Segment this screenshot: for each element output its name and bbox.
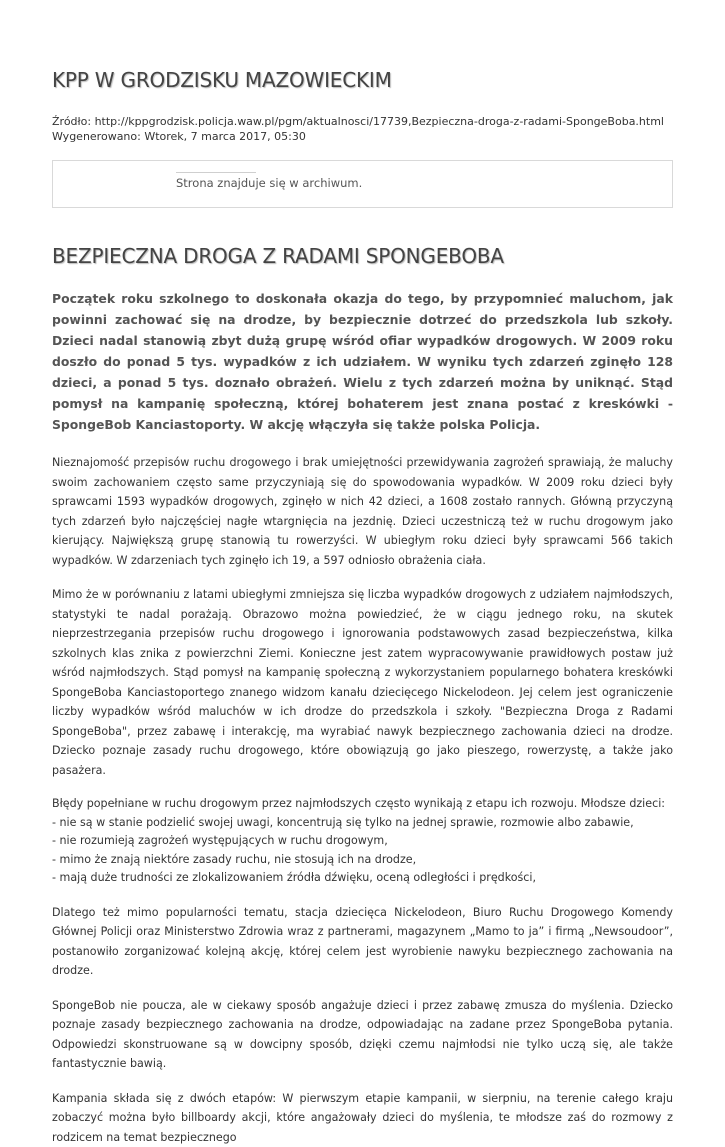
article-paragraph-1: Nieznajomość przepisów ruchu drogowego i brak umiejętności przewidywania zagrożeń sprawiają, że maluchy swoim zachowaniem często same przyczyniają się do spowodowania wypadków. W 2009 roku dzieci były sprawcami 1593 wypadków drogowych, zginęło w nich 42 dzieci, a 1608 zostało rannych. Główną przyczyną tych zdarzeń było najczęściej nagłe wtargnięcia na jezdnię. Dzieci uczestniczą też w ruchu drogowym jako kierujący. Największą grupę stanowią tu rowerzyści. W ubiegłym roku dzieci były sprawcami 566 takich wypadków. W zdarzeniach tych zginęło ich 19, a 597 odniosło obrażenia ciała.	[52, 453, 673, 570]
archive-notice: Strona znajduje się w archiwum.	[176, 176, 362, 190]
site-title: KPP W GRODZISKU MAZOWIECKIM	[52, 0, 673, 92]
article-paragraph-4: SpongeBob nie poucza, ale w ciekawy sposób angażuje dzieci i przez zabawę zmusza do myślenia. Dziecko poznaje zasady bezpiecznego zachowania na drodze, odpowiadając na zadane przez SpongeBoba pytania. Odpowiedzi skonstruowane są w dowcipny sposób, dzięki czemu najmłodsi nie tylko uczą się, ale także fantastycznie bawią.	[52, 996, 673, 1074]
article-paragraph-2: Mimo że w porównaniu z latami ubiegłymi zmniejsza się liczba wypadków drogowych z udziałem najmłodszych, statystyki te nadal porażają. Obrazowo można powiedzieć, że w ciągu jednego roku, na skutek nieprzestrzegania przepisów ruchu drogowego i ignorowania podstawowych zasad bezpieczeństwa, kilka szkolnych klas znika z powierzchni Ziemi. Konieczne jest zatem wypracowywanie prawidłowych postaw już wśród najmłodszych. Stąd pomysł na kampanię społeczną z wykorzystaniem popularnego bohatera kreskówki SpongeBoba Kanciastoportego znanego widzom kanału dziecięcego Nickelodeon. Jej celem jest ograniczenie liczby wypadków wśród maluchów w ich drodze do przedszkola i szkoły. "Bezpieczna Droga z Radami SpongeBoba", przez zabawę i interakcję, ma wyrabiać nawyk bezpiecznego zachowania dzieci na drodze. Dziecko poznaje zasady ruchu drogowego, które obowiązują go jako pieszego, rowerzystę, a także jako pasażera.	[52, 585, 673, 780]
generated-date: Wygenerowano: Wtorek, 7 marca 2017, 05:30	[52, 129, 673, 144]
article-title: BEZPIECZNA DROGA Z RADAMI SPONGEBOBA	[52, 244, 673, 268]
archive-divider	[176, 172, 256, 173]
list-intro: Błędy popełniane w ruchu drogowym przez najmłodszych często wynikają z etapu ich rozwoju. Młodsze dzieci:	[52, 795, 673, 814]
list-item: - mają duże trudności ze zlokalizowaniem źródła dźwięku, oceną odległości i prędkości,	[52, 869, 673, 888]
article-paragraph-3: Dlatego też mimo popularności tematu, stacja dziecięca Nickelodeon, Biuro Ruchu Drogowego Komendy Głównej Policji oraz Ministerstwo Zdrowia wraz z partnerami, magazynem „Mamo to ja” i firmą „Newsoudoor”, postanowiło zorganizować kolejną akcję, której celem jest wyrobienie nawyku bezpiecznego zachowania na drodze.	[52, 903, 673, 981]
article-lead: Początek roku szkolnego to doskonała okazja do tego, by przypomnieć maluchom, jak powinni zachować się na drodze, by bezpiecznie dotrzeć do przedszkola lub szkoły. Dzieci nadal stanowią zbyt dużą grupę wśród ofiar wypadków drogowych. W 2009 roku doszło do ponad 5 tys. wypadków z ich udziałem. W wyniku tych zdarzeń zginęło 128 dzieci, a ponad 5 tys. doznało obrażeń. Wielu z tych zdarzeń można by uniknąć. Stąd pomysł na kampanię społeczną, której bohaterem jest znana postać z kreskówki - SpongeBob Kanciastoporty. W akcję włączyła się także polska Policja.	[52, 288, 673, 435]
source-url: Źródło: http://kppgrodzisk.policja.waw.pl/pgm/aktualnosci/17739,Bezpieczna-droga-z-radami-SpongeBoba.html	[52, 114, 673, 129]
article-paragraph-5: Kampania składa się z dwóch etapów: W pierwszym etapie kampanii, w sierpniu, na terenie całego kraju zobaczyć można było billboardy akcji, które angażowały dzieci do myślenia, te młodsze zaś do rozmowy z rodzicem na temat bezpiecznego	[52, 1089, 673, 1147]
meta-info	[52, 114, 673, 144]
errors-list	[52, 795, 673, 888]
list-item: - nie są w stanie podzielić swojej uwagi, koncentrują się tylko na jednej sprawie, rozmowie albo zabawie,	[52, 814, 673, 833]
list-item: - mimo że znają niektóre zasady ruchu, nie stosują ich na drodze,	[52, 851, 673, 870]
list-item: - nie rozumieją zagrożeń występujących w ruchu drogowym,	[52, 832, 673, 851]
archive-notice-box	[52, 160, 673, 208]
